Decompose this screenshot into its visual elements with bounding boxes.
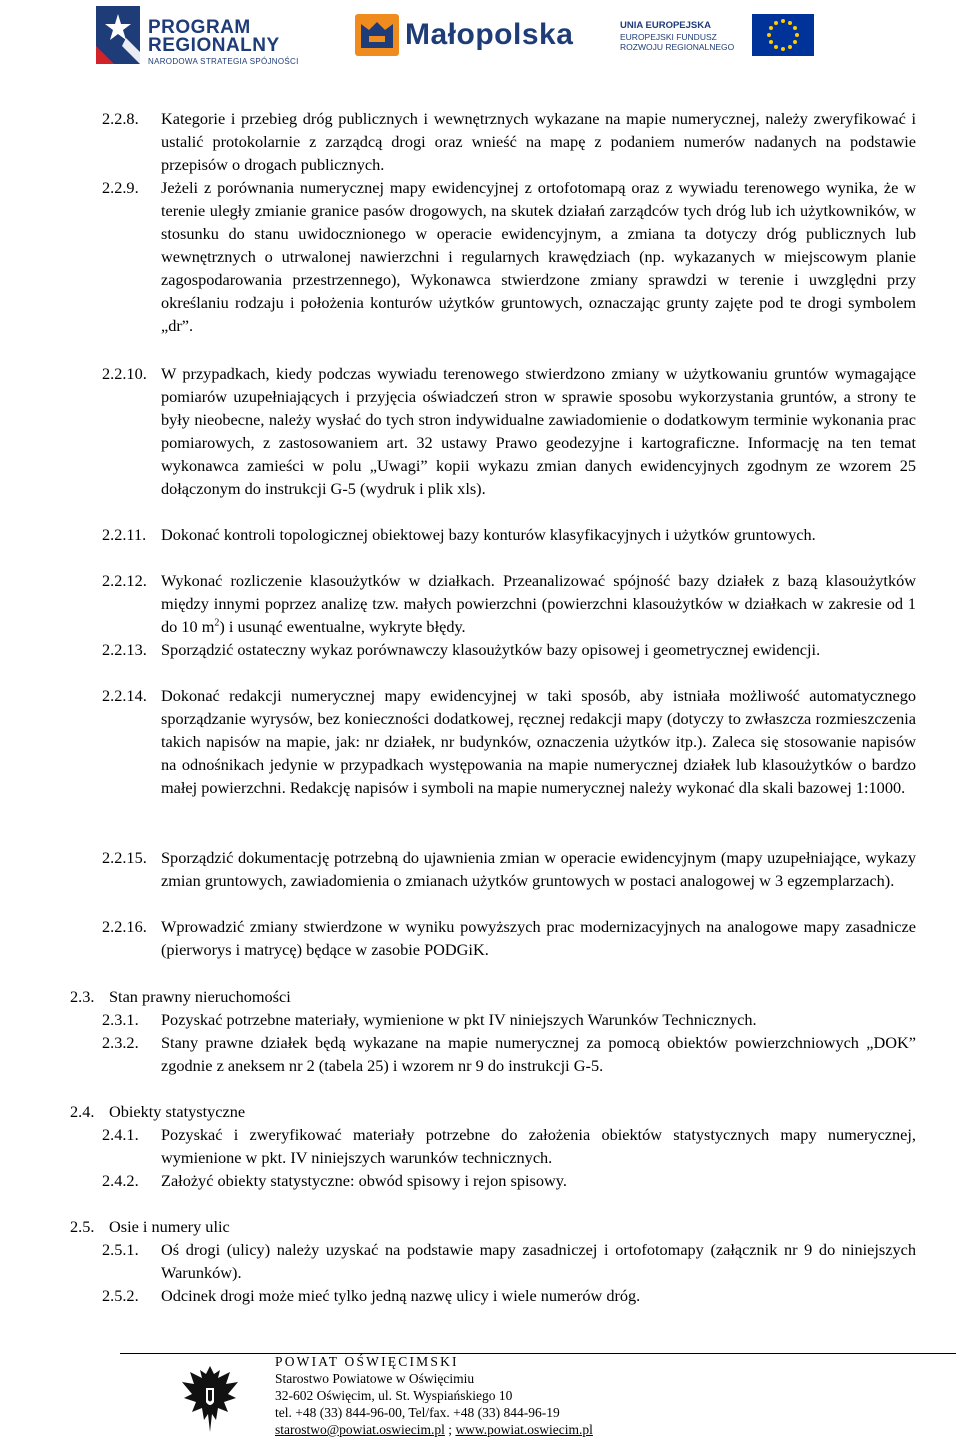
section-heading-2-5 <box>70 1215 230 1238</box>
eu-fund-label: EUROPEJSKI FUNDUSZ <box>620 32 717 42</box>
paragraph-number: 2.2.12. <box>102 571 147 590</box>
footer-office: Starostwo Powiatowe w Oświęcimiu <box>275 1371 475 1386</box>
page-header <box>0 0 960 70</box>
paragraph-text: Jeżeli z porównania numerycznej mapy ewidencyjnej z ortofotomapą oraz z wywiadu terenowego wynika, że w terenie uległy zmianie granice pasów drogowych, na skutek działań zarządców tych dróg lub ich użytkowników, w stosunku do stanu uwidocznionego w operacie ewidencyjnym, a zmiana ta dotyczy dróg publicznych lub wewnętrznych o utrwalonej nawierzchni i regularnych krawędziach (np. wykazanych w miejscowym planie zagospodarowania przestrzennego), Wykonawca stwierdzone zmiany sprawdzi w terenie i uwzględni przy określaniu rodzaju i położenia konturów użytków gruntowych, oznaczając grunty zajęte pod te drogi symbolem „dr”. <box>161 178 916 335</box>
paragraph-2-3-2 <box>102 1031 916 1100</box>
eu-flag-icon <box>752 14 814 56</box>
paragraph-number: 2.2.9. <box>102 178 139 197</box>
paragraph-number: 2.2.15. <box>102 848 147 867</box>
program-regionalny-star-icon <box>96 6 140 64</box>
paragraph-text: Pozyskać potrzebne materiały, wymienione w pkt IV niniejszych Warunków Technicznych. <box>161 1010 757 1029</box>
paragraph-text: Pozyskać i zweryfikować materiały potrzebne do założenia obiektów statystycznych mapy numerycznej, wymienione w pkt. IV niniejszych warunków technicznych. <box>161 1125 916 1167</box>
paragraph-2-2-13 <box>102 638 916 684</box>
paragraph-2-4-2 <box>102 1169 916 1192</box>
paragraph-text: Stany prawne działek będą wykazane na mapie numerycznej za pomocą obiektów powierzchniowych „DOK” zgodnie z aneksem nr 2 (tabela 25) i wzorem nr 9 do instrukcji G-5. <box>161 1033 916 1075</box>
footer-phone: tel. +48 (33) 844-96-00, Tel/fax. +48 (33) 844-96-19 <box>275 1405 560 1420</box>
paragraph-2-5-1 <box>102 1238 916 1284</box>
paragraph-2-3-1 <box>102 1008 916 1031</box>
paragraph-text <box>161 569 916 638</box>
malopolska-label: Małopolska <box>405 18 574 51</box>
paragraph-text: Kategorie i przebieg dróg publicznych i wewnętrznych wykazane na mapie numerycznej, należy zweryfikować i ustalić protokolarnie z zarządcą drogi oraz wnieść na mapę z podaniem numerów nadanych na podstawie przepisów o drogach publicznych. <box>161 109 916 174</box>
footer-email-link[interactable]: starostwo@powiat.oswiecim.pl <box>275 1422 445 1437</box>
paragraph-number: 2.2.13. <box>102 640 147 659</box>
paragraph-number: 2.2.11. <box>102 525 147 544</box>
paragraph-number: 2.2.16. <box>102 917 147 936</box>
paragraph-number: 2.4.2. <box>102 1171 139 1190</box>
paragraph-2-2-8 <box>102 107 916 176</box>
footer-contact-links <box>275 1421 593 1438</box>
footer-separator: ; <box>444 1422 456 1437</box>
footer-divider <box>120 1353 956 1354</box>
paragraph-2-2-14 <box>102 684 916 845</box>
paragraph-text: W przypadkach, kiedy podczas wywiadu terenowego stwierdzono zmiany w użytkowaniu gruntów wymagające pomiarów uzupełniających i przyjęcia oświadczeń stron w sprawie sposobu wykorzystania gruntów, a strony te były nieobecne, należy wysłać do tych stron indywidualne zawiadomienie o dodatkowym terminie wykonania prac pomiarowych, z zastosowaniem art. 32 ustawy Prawo geodezyjne i kartograficzne. Informację na ten temat wykonawca zamieści w polu „Uwagi” kopii wykazu zmian danych ewidencyjnych zgodnym ze wzorem 25 dołączonym do instrukcji G-5 (wydruk i plik xls). <box>161 364 916 498</box>
paragraph-2-5-2 <box>102 1284 916 1307</box>
paragraph-2-2-12 <box>102 569 916 638</box>
paragraph-number: 2.5.2. <box>102 1286 139 1305</box>
section-heading-2-4 <box>70 1100 245 1123</box>
eu-regional-label: ROZWOJU REGIONALNEGO <box>620 42 735 52</box>
section-number: 2.3. <box>70 987 95 1006</box>
footer-address: 32-602 Oświęcim, ul. St. Wyspiańskiego 10 <box>275 1388 513 1403</box>
paragraph-text: Sporządzić dokumentację potrzebną do ujawnienia zmian w operacie ewidencyjnym (mapy uzupełniające, wykazy zmian gruntowych, zawiadomienia o zmianach użytków gruntowych w postaci analogowej w 3 egzemplarzach). <box>161 848 916 890</box>
malopolska-logo <box>355 14 590 58</box>
paragraph-2-2-10 <box>102 362 916 523</box>
paragraph-2-2-11 <box>102 523 916 569</box>
paragraph-number: 2.5.1. <box>102 1240 139 1259</box>
paragraph-text: Sporządzić ostateczny wykaz porównawczy klasoużytków bazy opisowej i geometrycznej ewidencji. <box>161 640 821 659</box>
eu-label: UNIA EUROPEJSKA <box>620 20 711 31</box>
eu-fund-logo <box>620 14 815 58</box>
program-label: PROGRAM <box>148 17 251 38</box>
paragraph-number: 2.2.8. <box>102 109 139 128</box>
superscript: 2 <box>214 617 220 629</box>
paragraph-text: Dokonać redakcji numerycznej mapy ewidencyjnej w taki sposób, aby istniała możliwość automatycznego sporządzanie wyrysów, bez konieczności dodatkowej, ręcznej redakcji mapy (dotyczy to zwłaszcza rozmieszczenia takich napisów na mapie, jak: nr działek, nr budynków, oznaczenia użytków itp.). Zaleca się stosowanie napisów na odnośnikach jedynie w przypadkach występowania na mapie numerycznej działek lub klasoużytków o bardzo małej powierzchni. Redakcję napisów i symboli na mapie numerycznej należy wykonać dla skali bazowej 1:1000. <box>161 686 916 797</box>
paragraph-number: 2.4.1. <box>102 1125 139 1144</box>
paragraph-text: Dokonać kontroli topologicznej obiektowej bazy konturów klasyfikacyjnych i użytków gruntowych. <box>161 525 816 544</box>
section-heading-2-3 <box>70 985 291 1008</box>
section-title: Osie i numery ulic <box>109 1217 230 1236</box>
paragraph-number: 2.3.1. <box>102 1010 139 1029</box>
paragraph-2-4-1 <box>102 1123 916 1169</box>
malopolska-emblem-icon <box>355 14 399 56</box>
paragraph-number: 2.3.2. <box>102 1033 139 1052</box>
paragraph-text: Odcinek drogi może mieć tylko jedną nazwę ulicy i wiele numerów dróg. <box>161 1286 641 1305</box>
footer-title: POWIAT OŚWIĘCIMSKI <box>275 1354 459 1369</box>
paragraph-text: Wprowadzić zmiany stwierdzone w wyniku powyższych prac modernizacyjnych na analogowe mapy zasadnicze (pierworys i matrycę) będące w zasobie PODGiK. <box>161 917 916 959</box>
section-number: 2.4. <box>70 1102 95 1121</box>
paragraph-text-part: ) i usunąć ewentualne, wykryte błędy. <box>219 617 466 636</box>
regionalny-label: REGIONALNY <box>148 35 280 56</box>
paragraph-text-part: Wykonać rozliczenie klasoużytków w działkach. Przeanalizować spójność bazy działek z bazą klasoużytków między innymi poprzez analizę tzw. małych powierzchni (powierzchni klasoużytków w działkach w zakresie od 1 do 10 m <box>161 571 916 636</box>
paragraph-2-2-16 <box>102 915 916 961</box>
section-title: Obiekty statystyczne <box>109 1102 246 1121</box>
footer-website-link[interactable]: www.powiat.oswiecim.pl <box>455 1422 593 1437</box>
section-title: Stan prawny nieruchomości <box>109 987 291 1006</box>
paragraph-2-2-9 <box>102 176 916 360</box>
powiat-crest-eagle-icon <box>180 1362 240 1436</box>
paragraph-number: 2.2.14. <box>102 686 147 705</box>
paragraph-2-2-15 <box>102 846 916 915</box>
strategy-label: NARODOWA STRATEGIA SPÓJNOŚCI <box>148 57 299 66</box>
section-number: 2.5. <box>70 1217 95 1236</box>
program-regionalny-logo <box>96 6 326 64</box>
paragraph-number: 2.2.10. <box>102 364 147 383</box>
paragraph-text: Założyć obiekty statystyczne: obwód spisowy i rejon spisowy. <box>161 1171 567 1190</box>
paragraph-text: Oś drogi (ulicy) należy uzyskać na podstawie mapy zasadniczej i ortofotomapy (załącznik nr 9 do niniejszych Warunków). <box>161 1240 916 1282</box>
